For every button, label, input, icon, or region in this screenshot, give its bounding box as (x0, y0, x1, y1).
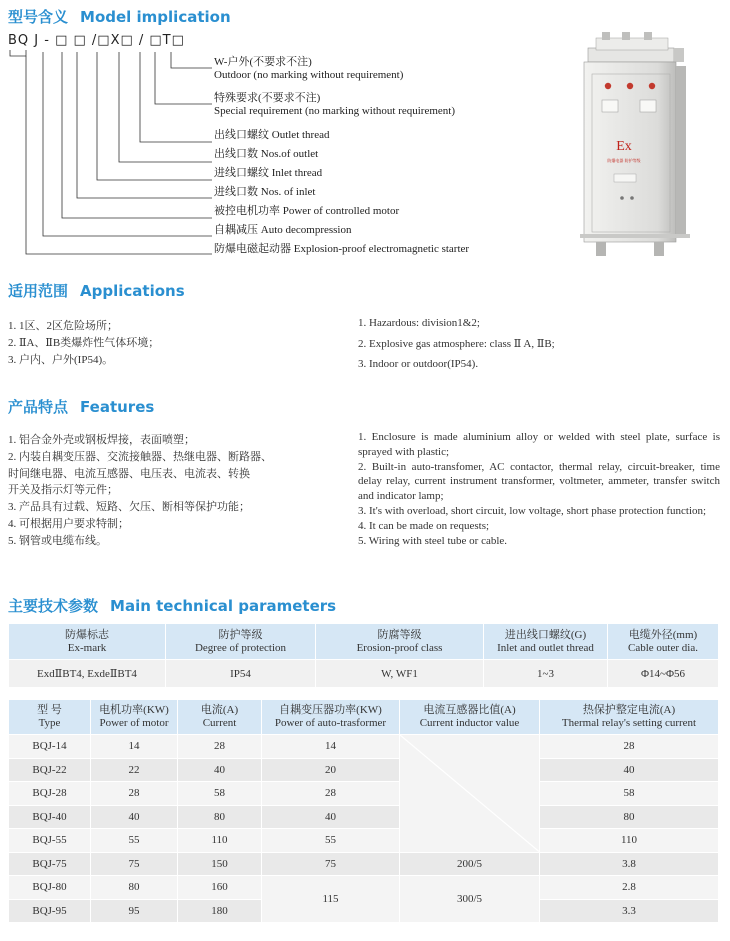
table-row: BQJ-55 55 110 55 110 (9, 829, 719, 853)
table-cell: ExdⅡBT4, ExdeⅡBT4 (9, 660, 166, 688)
diagonal-line (400, 735, 539, 852)
list-item: 4. 可根据用户要求特制； (8, 517, 129, 530)
table-header-erosion: 防腐等级 Erosion-proof class (316, 624, 484, 660)
table-header-thread: 进出线口螺纹(G) Inlet and outlet thread (484, 624, 608, 660)
list-item: 1. Hazardous: division1&2; (358, 317, 480, 329)
list-item: 3. 产品具有过载、短路、欠压、断相等保护功能； (8, 501, 250, 514)
ex-mark-table (8, 623, 719, 688)
model-label-outlet-nos: 出线口数 Nos.of outlet (214, 148, 319, 160)
table-row (9, 660, 719, 688)
model-label-inlet-nos: 进线口数 Nos. of inlet (214, 186, 316, 198)
table-cell: IP54 (166, 660, 316, 688)
list-item: 1. Enclosure is made aluminium alloy or welded with steel plate, surface is sprayed with plastic; (358, 431, 720, 458)
table-row: BQJ-80 80 160 115 300/5 2.8 (9, 876, 719, 900)
section-heading-applications: 适用范围 Applications (8, 282, 185, 300)
model-code: BQ J - □ □ /□X□ / □T□ (8, 33, 185, 48)
heading-cn: 型号含义 (8, 8, 69, 26)
table-row: BQJ-40 40 80 40 80 (9, 805, 719, 829)
table-header-cable: 电缆外径(mm) Cable outer dia. (608, 624, 719, 660)
features-en-list (358, 430, 720, 548)
list-item: 5. 钢管或电缆布线。 (8, 534, 107, 547)
table-header-relay-current: 热保护整定电流(A) Thermal relay's setting current (540, 700, 719, 735)
table-row: BQJ-75 75 150 75 200/5 3.8 (9, 852, 719, 876)
features-cn-list (8, 432, 272, 550)
applications-cn-list (8, 318, 159, 368)
section-heading-params: 主要技术参数 Main technical parameters (8, 597, 337, 615)
table-header-inductor: 电流互感器比值(A) Current inductor value (400, 700, 540, 735)
ex-label: Ex (616, 139, 632, 154)
list-item: 5. Wiring with steel tube or cable. (358, 534, 508, 547)
table-row: BQJ-22 22 40 20 40 (9, 758, 719, 782)
applications-en-list (358, 315, 555, 377)
model-label-outlet-thread: 出线口螺纹 Outlet thread (214, 129, 330, 141)
list-item: 3. 户内、户外(IP54)。 (8, 353, 114, 366)
model-label-special: 特殊要求(不要求不注) Special requirement (no marking without requirement) (214, 92, 456, 117)
ex-small-text: 防爆电器 防护等级 (607, 158, 641, 163)
list-item: 2. Explosive gas atmosphere: class Ⅱ A, ⅡB; (358, 337, 555, 350)
table-header-current: 电流(A) Current (178, 700, 262, 735)
model-label-starter: 防爆电磁起动器 Explosion-proof electromagnetic starter (214, 243, 470, 255)
inductor-200-cell: 200/5 (400, 852, 540, 876)
list-item: 2. ⅡA、ⅡB类爆炸性气体环境； (8, 336, 160, 349)
table-cell: Φ14~Φ56 (608, 660, 719, 688)
table-header-ex-mark: 防爆标志 Ex-mark (9, 624, 166, 660)
table-header-motor-power: 电机功率(KW) Power of motor (91, 700, 178, 735)
table-row: BQJ-95 95 180 3.3 (9, 899, 719, 923)
model-label-auto-decompression: 自耦减压 Auto decompression (214, 224, 352, 236)
list-item: 4. It can be made on requests; (358, 519, 490, 532)
technical-parameters-table (8, 699, 719, 923)
table-cell: W, WF1 (316, 660, 484, 688)
table-header-type: 型 号 Type (9, 700, 91, 735)
inductor-empty-cell (400, 735, 540, 853)
table-header-auto-transformer: 自耦变压器功率(KW) Power of auto-trasformer (262, 700, 400, 735)
inductor-300-cell: 300/5 (400, 876, 540, 923)
model-label-inlet-thread: 进线口螺纹 Inlet thread (214, 167, 323, 179)
heading-en: Model implication (80, 8, 231, 26)
auto-transformer-merged-cell: 115 (262, 876, 400, 923)
table-row: BQJ-14 14 28 14 28 (9, 735, 719, 759)
list-item: 2. 内装自耦变压器、交流接触器、热继电器、断路器、 (8, 450, 272, 463)
table-header-protection: 防护等级 Degree of protection (166, 624, 316, 660)
list-item: 开关及指示灯等元件； (8, 484, 118, 497)
table-row: BQJ-28 28 58 28 58 (9, 782, 719, 806)
model-label-motor-power: 被控电机功率 Power of controlled motor (214, 205, 400, 217)
section-heading-features: 产品特点 Features (8, 398, 155, 416)
table-cell: 1~3 (484, 660, 608, 688)
list-item: 3. It's with overload, short circuit, low voltage, short phase protection function; (358, 504, 707, 517)
list-item: 1. 1区、2区危险场所； (8, 320, 118, 332)
list-item: 3. Indoor or outdoor(IP54). (358, 358, 479, 370)
product-photo (580, 30, 690, 258)
list-item: 2. Built-in auto-transfomer, AC contactor, thermal relay, circuit-breaker, time delay relay, current instrument transformer, voltmeter, ammeter, transfer switch and indicator lamp; (358, 460, 720, 503)
list-item: 时间继电器、电流互感器、电压表、电流表、转换 (8, 467, 250, 480)
model-label-outdoor: W-户外(不要求不注) Outdoor (no marking without requirement) (214, 56, 404, 81)
list-item: 1. 铝合金外壳或钢板焊接，表面喷塑； (8, 434, 195, 446)
